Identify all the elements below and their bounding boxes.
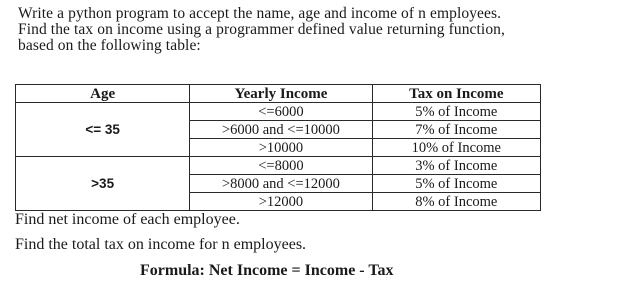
tax-cell: 7% of Income [372,121,540,139]
tax-cell: 10% of Income [372,139,540,157]
income-cell: <=6000 [190,103,372,121]
income-cell: >12000 [190,193,372,211]
tax-cell: 3% of Income [372,157,540,175]
income-cell: >6000 and <=10000 [190,121,372,139]
income-cell: >8000 and <=12000 [190,175,372,193]
instruction-total-tax: Find the total tax on income for n employees. [15,236,307,253]
tax-cell: 5% of Income [372,175,540,193]
table-row [16,157,541,175]
header-tax-on-income: Tax on Income [372,85,540,103]
income-cell: <=8000 [190,157,372,175]
tax-cell: 8% of Income [372,193,540,211]
age-group-cell: <= 35 [16,103,190,157]
table-row [16,103,541,121]
header-age: Age [16,85,190,103]
formula-line: Formula: Net Income = Income - Tax [140,262,394,279]
income-cell: >10000 [190,139,372,157]
tax-table [15,84,541,211]
header-yearly-income: Yearly Income [190,85,372,103]
statement-line-2: Find the tax on income using a programmer defined value returning function, [18,21,506,38]
statement-line-1: Write a python program to accept the name, age and income of n employees. [18,5,502,22]
instruction-net-income: Find net income of each employee. [15,211,240,228]
statement-line-3: based on the following table: [18,37,201,54]
problem-statement [18,6,578,54]
table-header-row [16,85,541,103]
tax-cell: 5% of Income [372,103,540,121]
age-group-cell: >35 [16,157,190,211]
